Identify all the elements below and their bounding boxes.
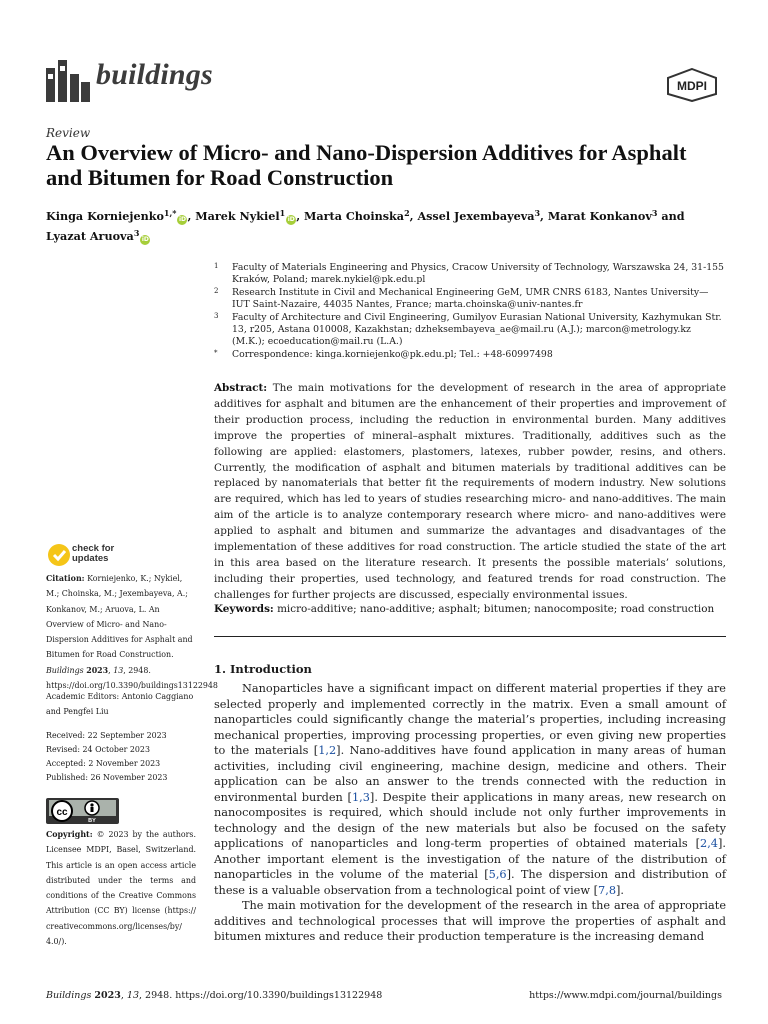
check-for-updates-button[interactable]	[46, 542, 166, 570]
keywords	[214, 602, 726, 617]
citation-link[interactable]: 7,8	[598, 883, 617, 897]
citation-block: Citation: Korniejenko, K.; Nykiel, M.; Choinska, M.; Jexembayeva, A.; Konkanov, M.; Aruova, L. An Overview of Micro- and Nano-Dispersion Additives for Asphalt and Bitumen for Road Construction. Buildings 2023, 13, 2948. https://doi.org/10.3390/buildings13122948	[46, 574, 218, 691]
check-updates-icon	[46, 542, 72, 568]
journal-url-link[interactable]: https://www.mdpi.com/journal/buildings	[529, 990, 722, 1001]
affiliation-1: 1 Faculty of Materials Engineering and Physics, Cracow University of Technology, Warszawska 24, 31-155 Kraków, Poland; marek.nykiel@pk.edu.pl	[214, 262, 724, 286]
orcid-icon[interactable]: iD	[287, 216, 295, 223]
author: Marek Nykiel$^1$iD	[195, 208, 295, 223]
abstract-label: Abstract:	[214, 382, 268, 394]
revised-date: Revised: 24 October 2023	[46, 745, 150, 754]
received-date: Received: 22 September 2023	[46, 731, 167, 740]
copyright-notice: Copyright: © 2023 by the authors. Licensee MDPI, Basel, Switzerland. This article is an open access article distributed under the terms and conditions of the Creative Commons Attribution (CC BY) license (https:// creativecommons.org/licenses/by/ 4.0/).	[46, 830, 196, 947]
mdpi-logo-icon	[666, 68, 718, 102]
publication-dates	[46, 729, 196, 785]
introduction-body	[214, 681, 726, 945]
published-date: Published: 26 November 2023	[46, 773, 168, 782]
affiliation-3: 3 Faculty of Architecture and Civil Engineering, Gumilyov Eurasian National University, Kazhymukan Str. 13, r205, Astana 010008, Kazakhstan; dzheksembayeva_ae@mail.ru (A.J.); marcon@metrology.kz (M.K.); ecoeducation@mail.ru (L.A.)	[214, 311, 722, 348]
paragraph: The main motivation for the development of the research in the area of appropriate additives and technological processes that will improve the properties of asphalt and bitumen mixtures and reduce their production temperature is the increasing demand	[214, 899, 726, 943]
citation-link[interactable]: 1,2	[318, 744, 337, 757]
section-divider	[214, 636, 726, 637]
journal-logo-text: buildings	[96, 58, 213, 91]
article-title: An Overview of Micro- and Nano-Dispersion Additives for Asphalt and Bitumen for Road Construction	[46, 140, 687, 190]
svg-text:BY: BY	[88, 818, 96, 824]
cc-by-license-icon[interactable]	[46, 798, 119, 824]
footer-citation: Buildings 2023, 13, 2948. https://doi.org/10.3390/buildings13122948	[46, 990, 383, 1001]
author: Assel Jexembayeva$^3$	[417, 208, 541, 223]
orcid-icon[interactable]: iD	[178, 216, 186, 223]
abstract	[214, 381, 726, 604]
section-heading-introduction: 1. Introduction	[214, 662, 312, 676]
abstract-text: The main motivations for the development of research in the area of appropriate additives for asphalt and bitumen are the enhancement of their properties and improvement of their production process, including the reduction in environmental burden. Many additives improve the properties of mineral–asphalt mixtures. Traditionally, additives such as the following are applied: elastomers, plastomers, latexes, rubber powder, resins, and others. Currently, the modification of asphalt and bitumen materials by traditional additives can be replaced by nanomaterials that better fit the requirements of modern industry. New solutions are required, which has led to years of studies researching micro- and nano-additives. The main aim of the article is to analyze contemporary research where micro- and nano-additives were applied to asphalt and bitumen and summarize the advantages and disadvantages of the implementation of these additives for road construction. The article studied the state of the art in this area based on the literature research. It presents the possible materials’ solutions, including their properties, used technology, and featured trends for road construction. The challenges for further projects are discussed, especially environmental issues.	[214, 382, 726, 601]
author: Marat Konkanov$^3$	[547, 208, 658, 223]
orcid-icon[interactable]: iD	[141, 236, 149, 243]
svg-text:cc: cc	[56, 807, 68, 818]
citation-link[interactable]: 1,3	[351, 790, 370, 804]
correspondence: * Correspondence: kinga.korniejenko@pk.edu.pl; Tel.: +48-60997498	[214, 348, 553, 360]
academic-editors: Academic Editors: Antonio Caggiano and Pengfei Liu	[46, 692, 194, 717]
article-type: Review	[46, 126, 91, 140]
paragraph: Nanoparticles have a significant impact on different material properties if they are selected properly and implemented correctly in the matrix. Even a small amount of nanoparticles could significantly change the material’s properties, including increasing mechanical properties, improving processing properties, or even giving new properties to the materials [1,2]. Nano-additives have found application in many areas of human activities, including civil engineering, machine design, medicine and others. Their application can be also an answer to the trends connected with the reduction in environmental burden [1,3]. Despite their applications in many areas, new research on nanocomposites is required, which should include not only further improvements in technology and the design of the new materials but also be focused on the safety applications of nanoparticles and long-term properties of obtained materials [2,4]. Another important element is the investigation of the nature of the distribution of nanoparticles in the volume of the material [5,6]. The dispersion and distribution of these is a valuable observation from a technological point of view [7,8].	[214, 682, 727, 897]
buildings-logo-icon	[46, 60, 90, 102]
citation-link[interactable]: 5,6	[488, 868, 507, 881]
author: Kinga Korniejenko$^{1,*}$iD	[46, 208, 186, 223]
keywords-text: micro-additive; nano-additive; asphalt; bitumen; nanocomposite; road construction	[277, 603, 715, 615]
citation-link[interactable]: 2,4	[700, 837, 718, 850]
svg-text:MDPI: MDPI	[677, 79, 707, 93]
author-list: Kinga Korniejenko$^{1,*}$iD, Marek Nykiel$^1$iD, Marta Choinska$^2$, Assel Jexembayeva$^3$, Marat Konkanov$^3$ and Lyazat Aruova$^3$iD	[46, 208, 685, 243]
keywords-label: Keywords:	[214, 603, 274, 615]
affiliations	[214, 262, 726, 361]
author: Lyazat Aruova$^3$iD	[46, 228, 149, 243]
check-updates-label: check for updates	[72, 543, 115, 564]
affiliation-2: 2 Research Institute in Civil and Mechanical Engineering GeM, UMR CNRS 6183, Nantes University—IUT Saint-Nazaire, 44035 Nantes, France; marta.choinska@univ-nantes.fr	[214, 286, 709, 311]
accepted-date: Accepted: 2 November 2023	[46, 759, 161, 768]
author: Marta Choinska$^2$	[304, 208, 410, 223]
